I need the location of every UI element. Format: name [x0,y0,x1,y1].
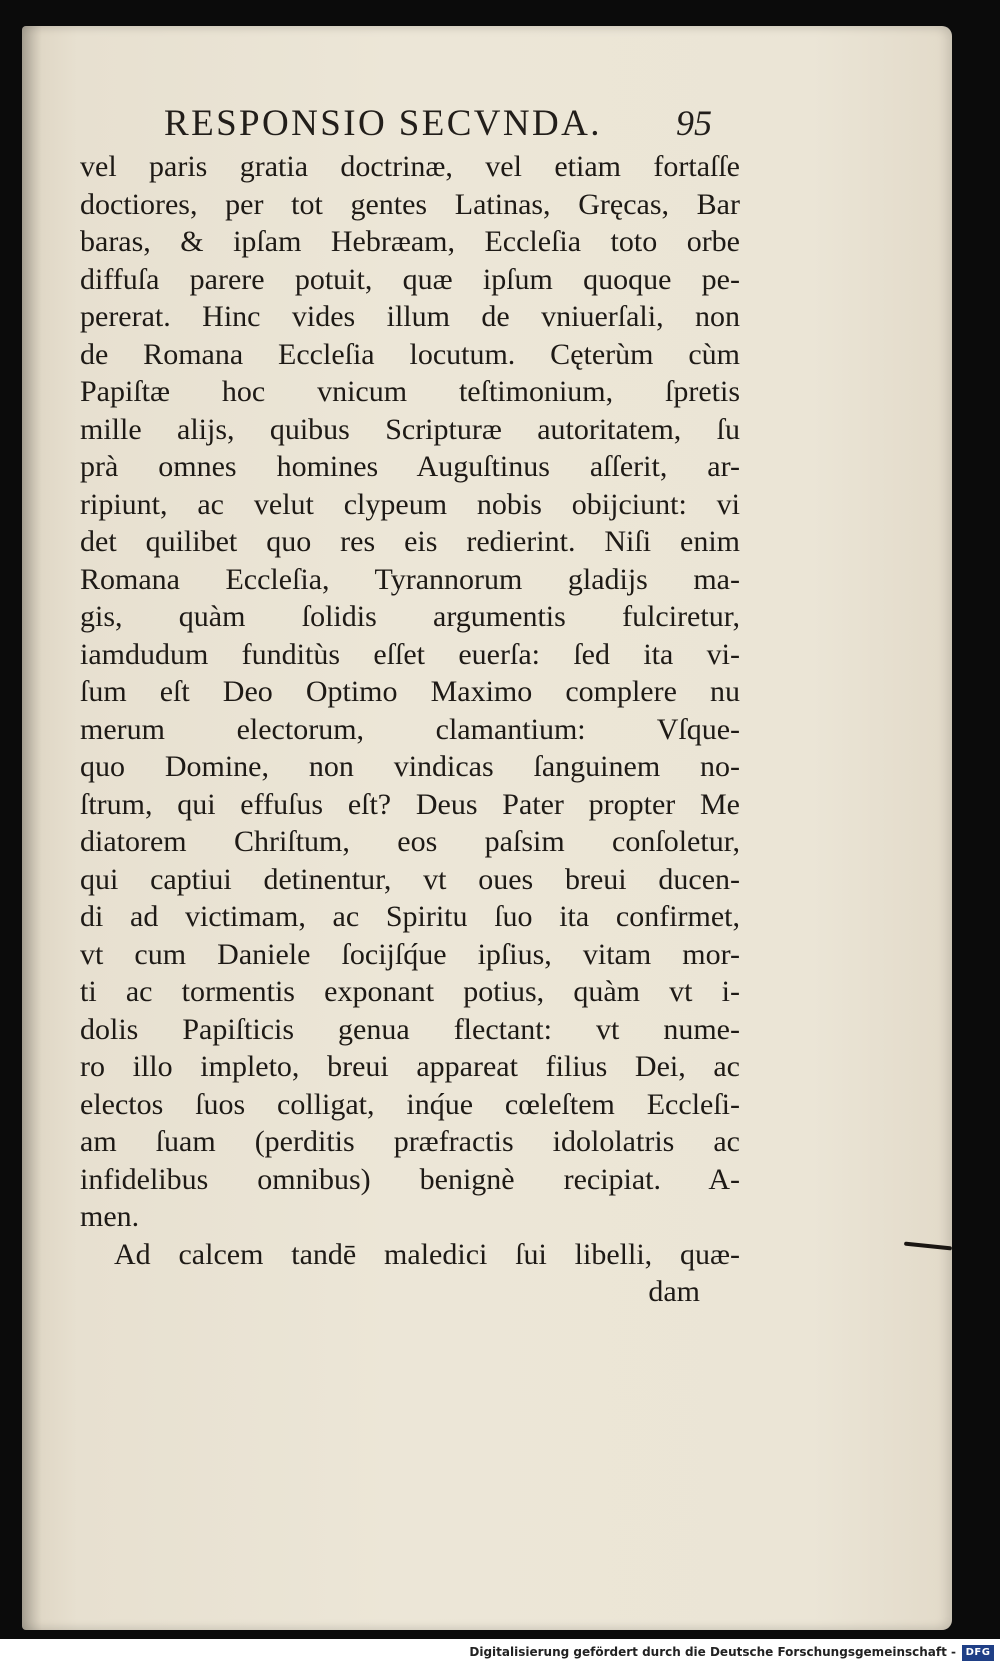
text-line: men. [80,1200,140,1233]
text-line: electos ſuos colligat, inq́ue cœleſtem Eccleſi- [80,1087,740,1121]
text-line: quo Domine, non vindicas ſanguinem no- [80,750,740,783]
text-line: Romana Eccleſia, Tyrannorum gladijs ma- [80,562,740,596]
text-line: infidelibus omnibus) benignè recipiat. A- [80,1162,740,1196]
page-spine-shadow [22,26,42,1630]
text-line: de Romana Eccleſia locutum. Cęterùm cùm [80,337,740,371]
text-line: vel paris gratia doctrinæ, vel etiam fortaſſe [80,150,740,183]
text-line: diatorem Chriſtum, eos paſsim conſoletur, [80,825,740,858]
text-line: iamdudum funditùs eſſet euerſa: ſed ita vi- [80,637,740,671]
text-line: Papiſtæ hoc vnicum teſtimonium, ſpretis [80,375,740,408]
text-line: baras, & ipſam Hebræam, Eccleſia toto orbe [80,225,740,258]
page-number: 95 [676,103,712,143]
text-line: gis, quàm ſolidis argumentis fulciretur, [80,600,740,633]
text-line: doctiores, per tot gentes Latinas, Gręcas, Bar [80,187,740,221]
body-text [80,148,740,1311]
book-page [22,26,952,1630]
text-line: ti ac tormentis exponant potius, quàm vt i- [80,975,740,1008]
text-line: am ſuam (perditis præfractis idololatris ac [80,1125,740,1158]
text-line: diffuſa parere potuit, quæ ipſum quoque pe- [80,262,740,296]
text-line: vt cum Daniele ſocijſq́ue ipſius, vitam mor- [80,937,740,971]
text-line: det quilibet quo res eis redierint. Niſi enim [80,525,740,558]
text-line: pererat. Hinc vides illum de vniuerſali, non [80,300,740,333]
running-title: RESPONSIO SECVNDA. [164,103,602,144]
text-line: ſtrum, qui effuſus eſt? Deus Pater propter Me [80,787,740,821]
text-line: merum electorum, clamantium: Vſque- [80,712,740,746]
text-line: di ad victimam, ac Spiritu ſuo ita confirmet, [80,900,740,933]
funding-credit: Digitalisierung gefördert durch die Deutsche Forschungsgemeinschaft - [469,1645,956,1659]
text-line: prà omnes homines Auguſtinus aſſerit, ar- [80,450,740,483]
text-line: ro illo impleto, breui appareat filius Dei, ac [80,1050,740,1083]
dfg-logo-icon: DFG [962,1645,994,1661]
next-paragraph-line: Ad calcem tandē maledici ſui libelli, quæ- [114,1237,740,1271]
running-head [142,98,722,148]
catchword: dam [648,1275,700,1308]
text-line: mille alijs, quibus Scripturæ autoritatem, ſu [80,412,740,446]
text-line: dolis Papiſticis genua flectant: vt nume- [80,1012,740,1046]
text-line: ſum eſt Deo Optimo Maximo complere nu [80,675,740,708]
text-line: ripiunt, ac velut clypeum nobis obijciunt: vi [80,487,740,521]
margin-ink-mark [904,1242,952,1251]
footer-bar [0,1639,1000,1669]
text-line: qui captiui detinentur, vt oues breui ducen- [80,862,740,896]
